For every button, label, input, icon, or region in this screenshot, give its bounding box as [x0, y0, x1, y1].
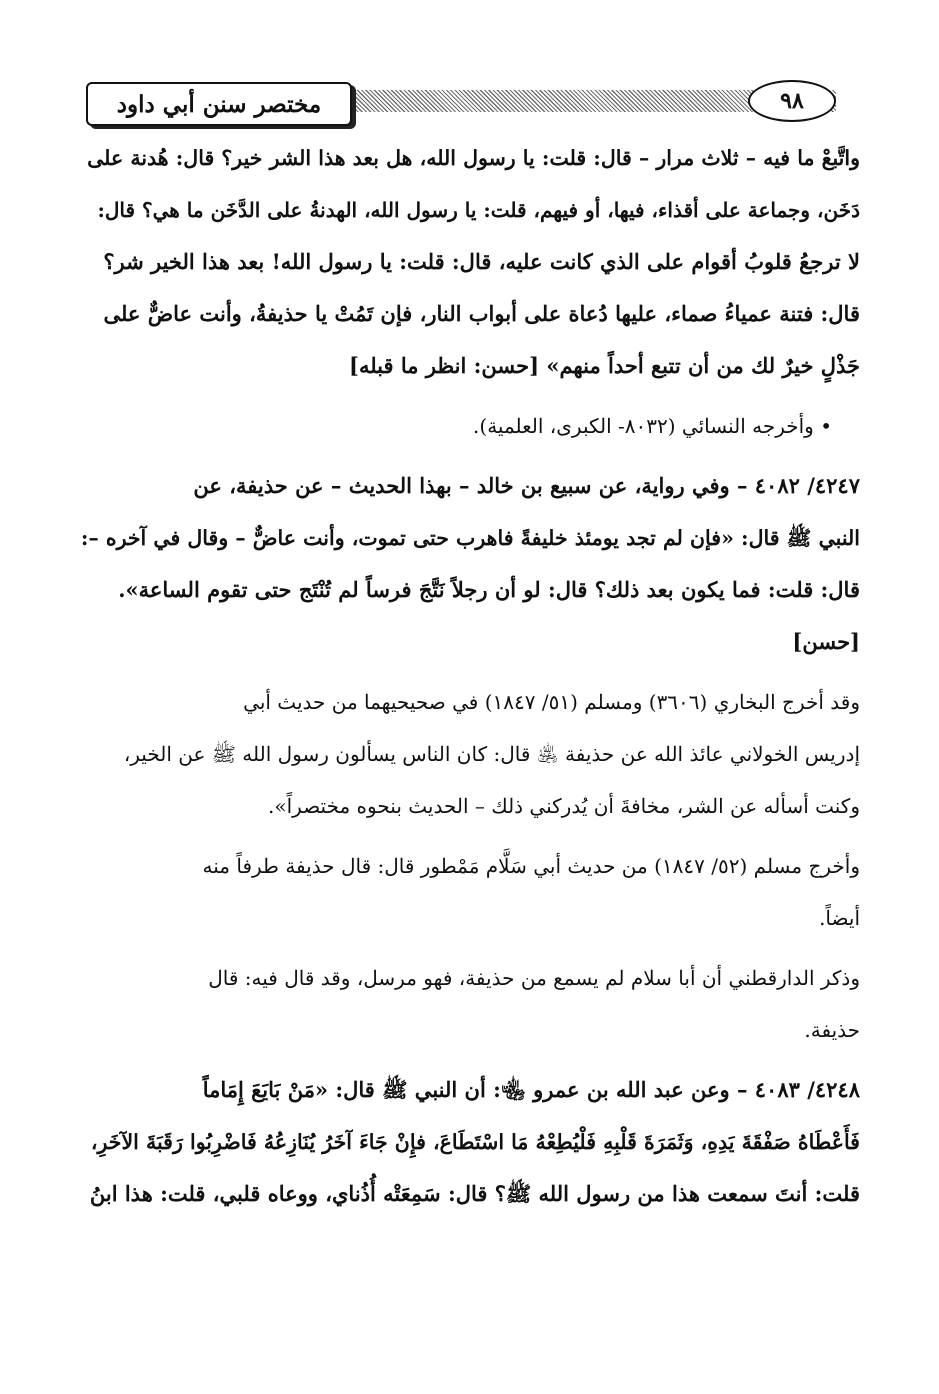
book-title: مختصر سنن أبي داود [86, 82, 352, 126]
page-header [86, 80, 846, 124]
text-line: النبي ﷺ قال: «فإن لم تجد يومئذ خليفةً فاهرب حتى تموت، وأنت عاضٌّ – وقال في آخره –: [80, 526, 860, 550]
text-line: لا ترجعُ قلوبُ أقوام على الذي كانت عليه، قال: قلت: يا رسول الله! بعد هذا الخير شر؟ [103, 249, 860, 274]
text-line: واتَّبعْ ما فيه – ثلاث مرار – قال: قلت: يا رسول الله، هل بعد هذا الشر خير؟ قال: هُدنة على [87, 146, 860, 170]
paragraph-bukhari-muslim [80, 676, 860, 832]
paragraph-daraqutni [80, 952, 860, 1056]
text-line: وكنت أسأله عن الشر، مخافةَ أن يُدركني ذلك – الحديث بنحوه مختصراً». [268, 794, 860, 818]
text-line: أيضاً. [819, 906, 860, 930]
text-line: ٤٢٤٨/ ٤٠٨٣ – وعن عبد الله بن عمرو ﵄: أن النبي ﷺ قال: «مَنْ بَايَعَ إِمَاماً [202, 1077, 860, 1102]
text-line: إدريس الخولاني عائذ الله عن حذيفة ﵁ قال: كان الناس يسألون رسول الله ﷺ عن الخير، [123, 742, 860, 766]
text-line: حذيفة. [804, 1018, 860, 1042]
page-body [80, 132, 860, 1220]
text-line: [حسن] [792, 629, 860, 654]
text-line: قلت: أنتَ سمعت هذا من رسول الله ﷺ؟ قال: سَمِعَتْه أُذُناي، ووعاه قلبي، قلت: هذا ابنُ [89, 1181, 860, 1206]
text-line: دَخَن، وجماعة على أقذاء، فيها، أو فيهم، قلت: يا رسول الله، الهدنةُ على الدَّخَن ما هي؟ قال: [97, 198, 860, 222]
text-line: وقد أخرج البخاري (٣٦٠٦) ومسلم (٥١/ ١٨٤٧) في صحيحيهما من حديث أبي [243, 690, 860, 714]
text-line: وأخرج مسلم (٥٢/ ١٨٤٧) من حديث أبي سَلَّام مَمْطور قال: قال حذيفة طرفاً منه [202, 854, 860, 878]
paragraph-hadith-4247 [80, 460, 860, 668]
text-line: فَأَعْطَاهُ صَفْقَةَ يَدِهِ، وَثَمَرَةَ قَلْبِهِ فَلْيُطِعْهُ مَا اسْتَطَاعَ، فإِنْ جَاءَ آخَرُ يُنَازِعُهُ فَاضْرِبُوا رَقَبَةَ الآخَرِ، [90, 1130, 860, 1154]
paragraph-hadith-continuation [80, 132, 860, 392]
page-number: ٩٨ [748, 80, 836, 122]
paragraph-bullet-note [80, 400, 860, 452]
text-line: وذكر الدارقطني أن أبا سلام لم يسمع من حذيفة، فهو مرسل، وقد قال فيه: قال [208, 966, 860, 990]
text-line: • وأخرجه النسائي (٨٠٣٢- الكبرى، العلمية). [473, 414, 832, 438]
text-line: قال: قلت: فما يكون بعد ذلك؟ قال: لو أن رجلاً نَتَّجَ فرساً لم تُنْتَج حتى تقوم الساعة». [118, 577, 860, 602]
text-line: جَذْلٍ خيرٌ لك من أن تتبع أحداً منهم» [حسن: انظر ما قبله] [349, 353, 860, 378]
text-line: قال: فتنة عمياءُ صماء، عليها دُعاة على أبواب النار، فإن تَمُتْ يا حذيفةُ، وأنت عاضٌّ على [103, 301, 860, 326]
paragraph-hadith-4248 [80, 1064, 860, 1220]
text-line: ٤٢٤٧/ ٤٠٨٢ – وفي رواية، عن سبيع بن خالد – بهذا الحديث – عن حذيفة، عن [193, 473, 860, 498]
paragraph-muslim-abi-sallam [80, 840, 860, 944]
